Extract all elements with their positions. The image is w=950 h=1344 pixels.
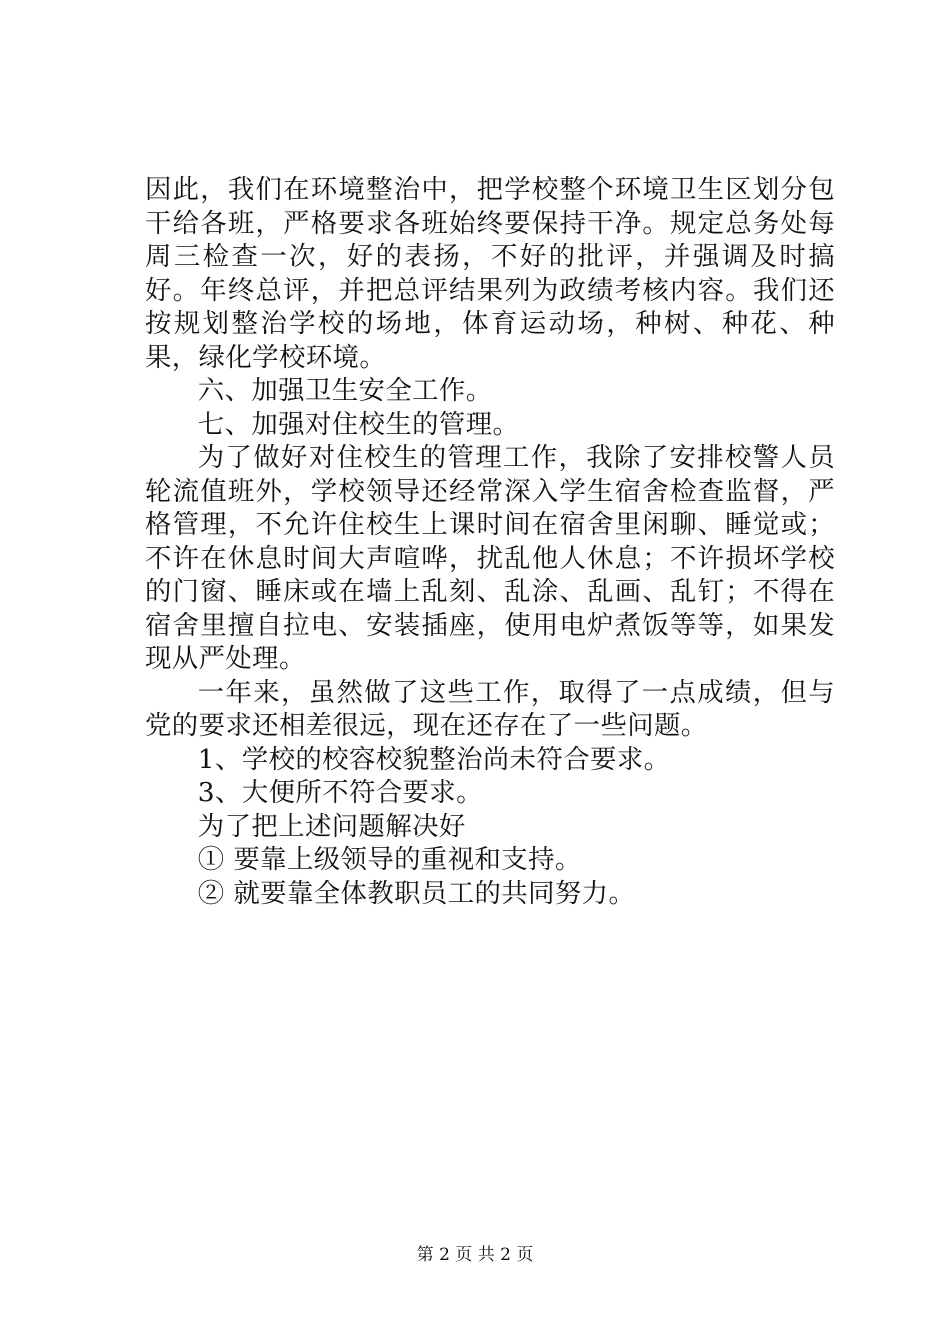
paragraph-boarding-management: 为了做好对住校生的管理工作，我除了安排校警人员轮流值班外，学校领导还经常深入学生宿舍检查监督，严格管理，不允许住校生上课时间在宿舍里闲聊、睡觉或；不许在休息时间大声喧哗，扰乱他人休息；不许损坏学校的门窗、睡床或在墙上乱刻、乱涂、乱画、乱钉；不得在宿舍里擅自拉电、安装插座，使用电炉煮饭等等，如果发现从严处理。 — [145, 442, 835, 674]
solution-item-2: ② 就要靠全体教职员工的共同努力。 — [197, 877, 636, 909]
problem-item-3: 3、大便所不符合要求。 — [197, 777, 483, 808]
problem-item-1: 1、学校的校容校貌整治尚未符合要求。 — [197, 743, 671, 775]
heading-item-seven: 七、加强对住校生的管理。 — [197, 408, 520, 440]
document-body — [145, 173, 835, 910]
paragraph-environment: 因此，我们在环境整治中，把学校整个环境卫生区划分包干给各班，严格要求各班始终要保持干净。规定总务处每周三检查一次，好的表扬，不好的批评，并强调及时搞好。年终总评，并把总评结果列为政绩考核内容。我们还按规划整治学校的场地，体育运动场，种树、种花、种果，绿化学校环境。 — [145, 174, 835, 373]
solution-intro: 为了把上述问题解决好 — [197, 810, 466, 842]
solution-item-1: ① 要靠上级领导的重视和支持。 — [197, 844, 582, 875]
paragraph-summary: 一年来，虽然做了这些工作，取得了一点成绩，但与党的要求还相差很远，现在还存在了一些问题。 — [145, 676, 835, 741]
heading-item-six: 六、加强卫生安全工作。 — [197, 375, 493, 406]
page-footer: 第 2 页 共 2 页 — [416, 1245, 534, 1265]
